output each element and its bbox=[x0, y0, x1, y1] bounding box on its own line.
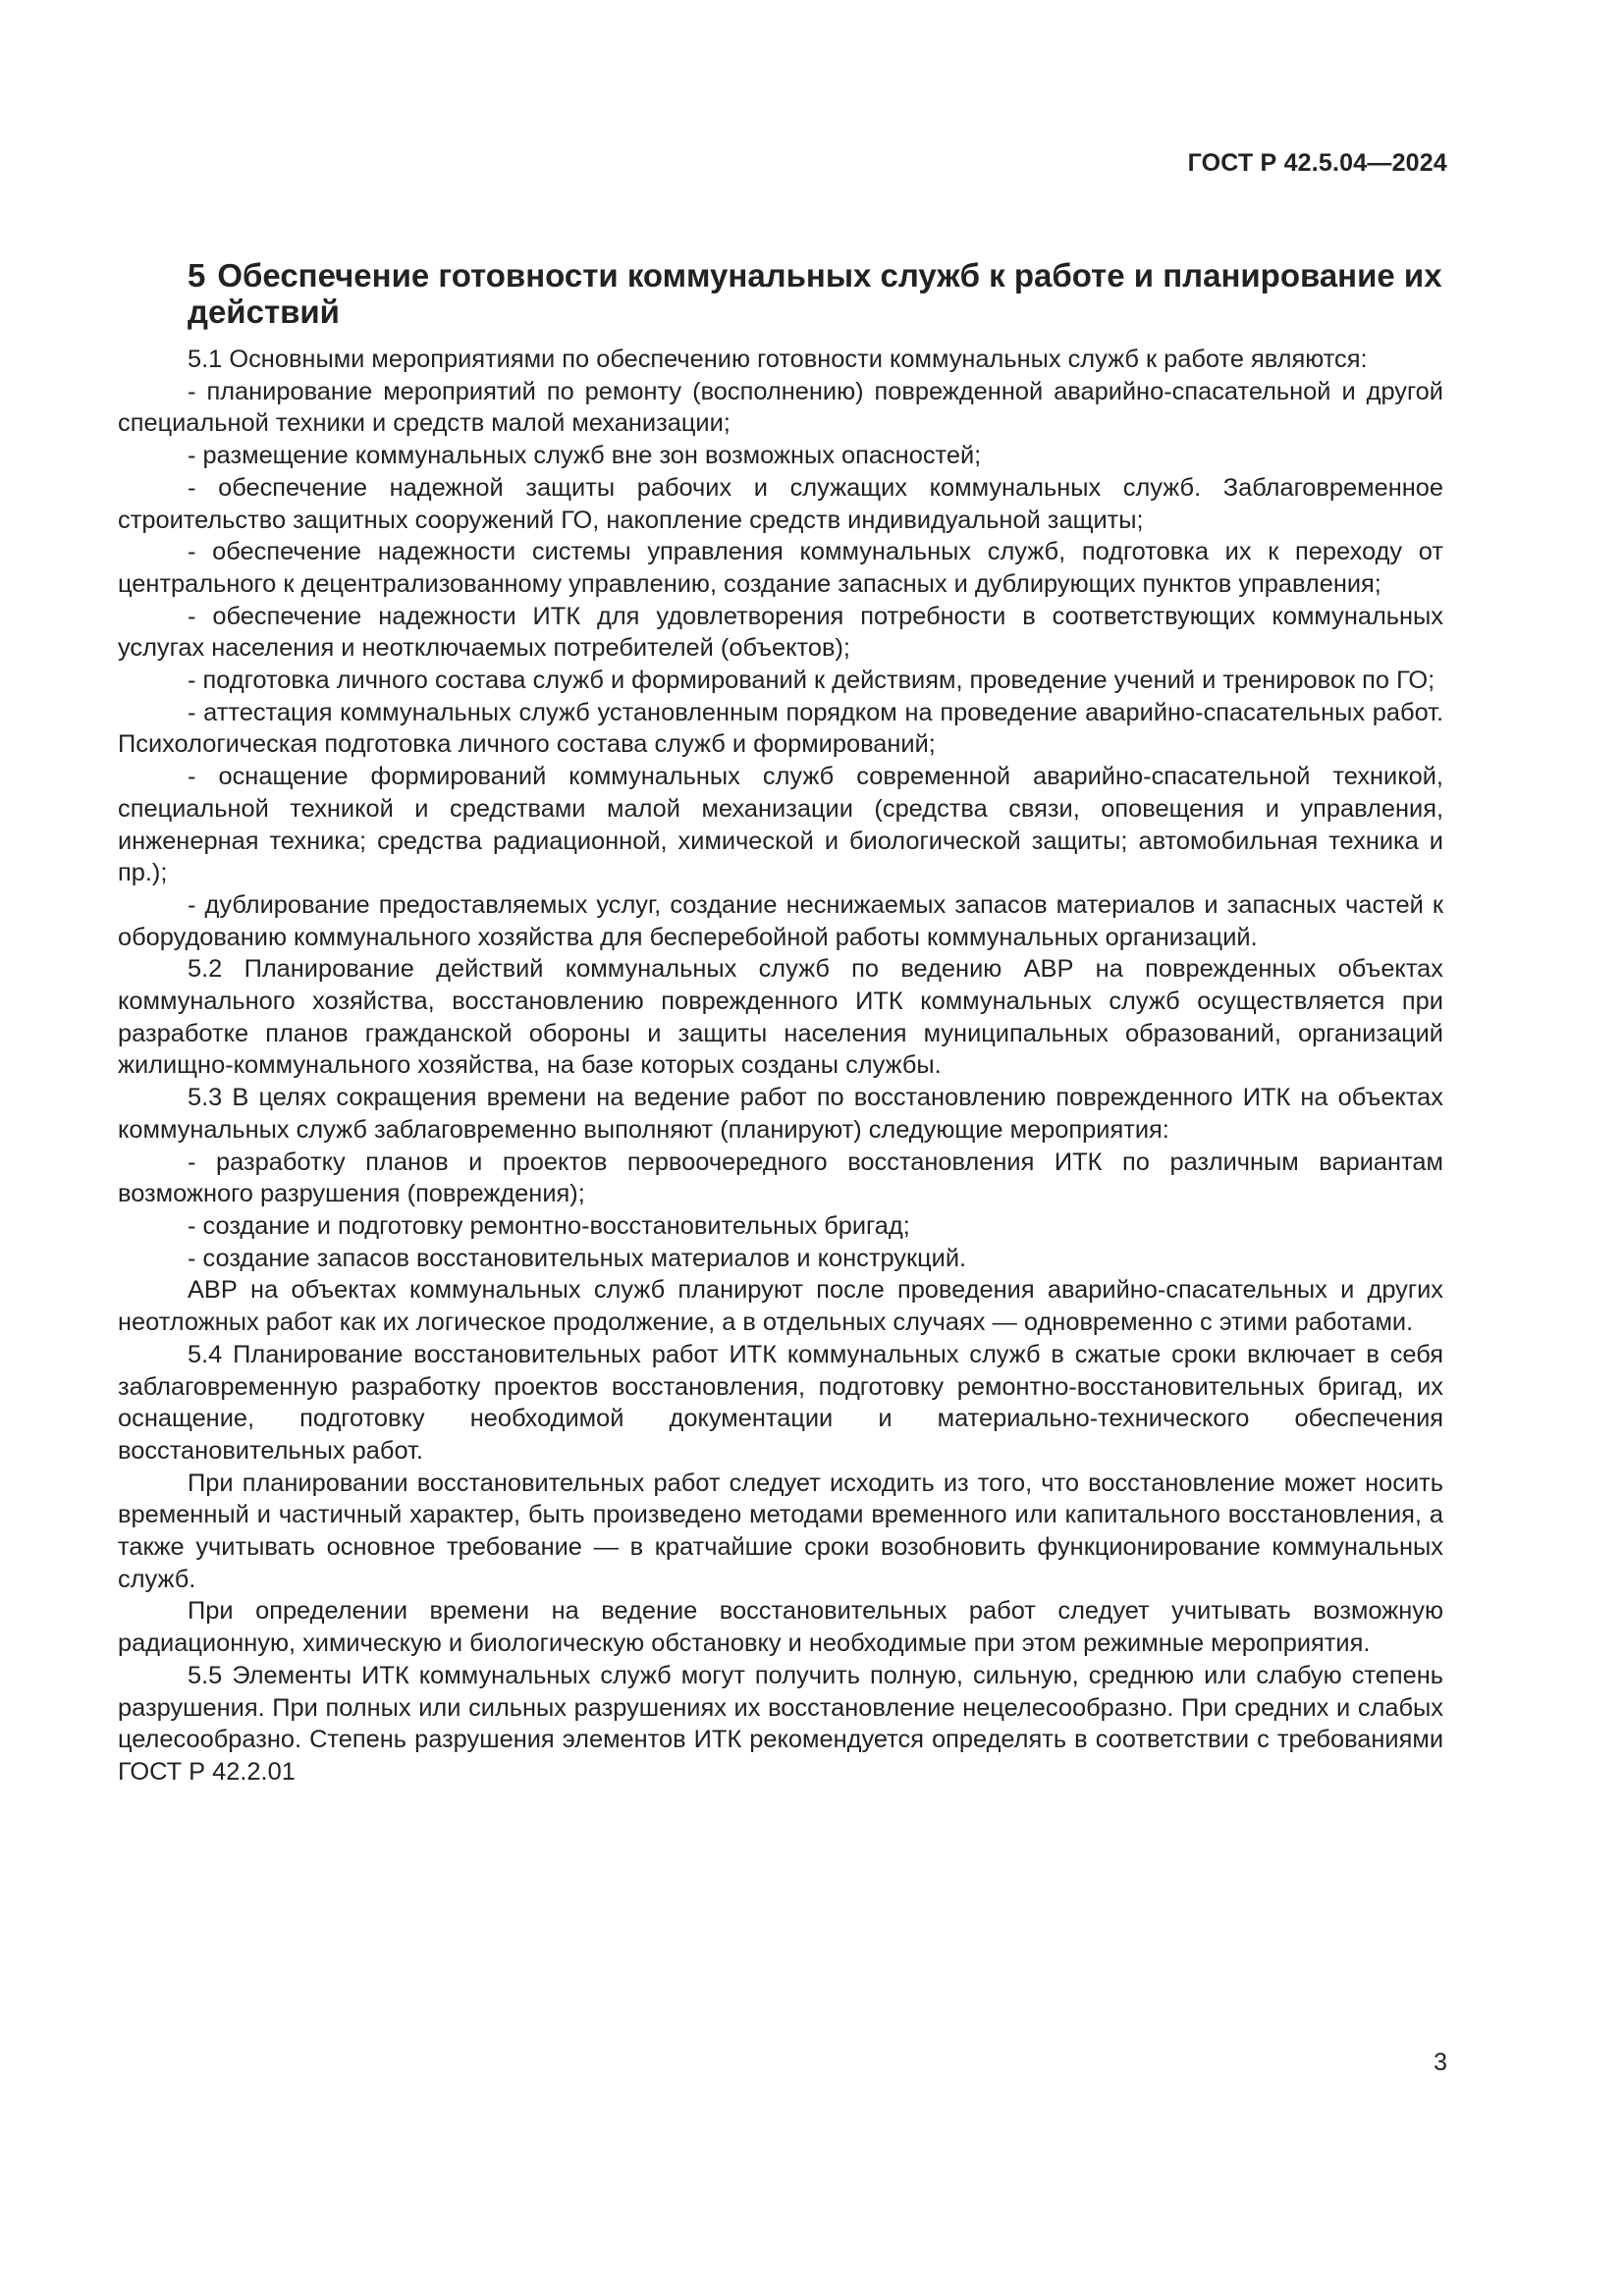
paragraph-5-3: 5.3 В целях сокращения времени на ведение работ по восстановлению поврежденного ИТК на объектах коммунальных служб заблаговременно выполняют (планируют) следующие мероприятия: bbox=[118, 1084, 1443, 1144]
list-item: - создание и подготовку ремонтно-восстановительных бригад; bbox=[188, 1211, 910, 1240]
paragraph-time: При определении времени на ведение восстановительных работ следует учитывать возможную радиационную, химическую и биологическую обстановку и необходимые при этом режимные мероприятия. bbox=[118, 1597, 1443, 1658]
list-item: - обеспечение надежности системы управления коммунальных служб, подготовка их к переходу от центрального к децентрализованному управлению, создание запасных и дублирующих пунктов управления; bbox=[118, 538, 1443, 598]
paragraph-5-4: 5.4 Планирование восстановительных работ ИТК коммунальных служб в сжатые сроки включает в себя заблаговременную разработку проектов восстановления, подготовку ремонтно-восстановительных бригад, их оснащение, подготовку необходимой документации и материально-технического обеспечения восстановительных работ. bbox=[118, 1340, 1443, 1465]
section-title: Обеспечение готовности коммунальных служб к работе и планирование их действий bbox=[188, 257, 1442, 330]
page-content bbox=[118, 257, 1443, 1789]
section-number: 5 bbox=[188, 257, 206, 294]
list-item: - разработку планов и проектов первоочередного восстановления ИТК по различным вариантам возможного разрушения (повреждения); bbox=[118, 1148, 1443, 1208]
list-item: - дублирование предоставляемых услуг, создание неснижаемых запасов материалов и запасных частей к оборудованию коммунального хозяйства для бесперебойной работы коммунальных организаций. bbox=[118, 890, 1443, 951]
paragraph-planning: При планировании восстановительных работ следует исходить из того, что восстановление может носить временный и частичный характер, быть произведено методами временного или капитального восстановления, а также учитывать основное требование — в кратчайшие сроки возобновить функционирование коммунальных служб. bbox=[118, 1468, 1443, 1593]
list-item: - размещение коммунальных служб вне зон возможных опасностей; bbox=[188, 442, 982, 470]
list-item: - планирование мероприятий по ремонту (восполнению) поврежденной аварийно-спасательной и другой специальной техники и средств малой механизации; bbox=[118, 377, 1443, 438]
section-heading bbox=[118, 257, 1443, 330]
list-item: - обеспечение надежности ИТК для удовлетворения потребности в соответствующих коммунальных услугах населения и неотключаемых потребителей (объектов); bbox=[118, 602, 1443, 663]
document-code-header: ГОСТ Р 42.5.04—2024 bbox=[1187, 149, 1447, 177]
list-item: - аттестация коммунальных служб установленным порядком на проведение аварийно-спасательных работ. Психологическая подготовка личного состава служб и формирований; bbox=[118, 698, 1443, 759]
paragraph-avr: АВР на объектах коммунальных служб планируют после проведения аварийно-спасательных и других неотложных работ как их логическое продолжение, а в отдельных случаях — одновременно с этими работами. bbox=[118, 1276, 1443, 1337]
page-number: 3 bbox=[1434, 2049, 1447, 2076]
list-item: - создание запасов восстановительных материалов и конструкций. bbox=[188, 1244, 967, 1272]
list-item: - подготовка личного состава служб и формирований к действиям, проведение учений и тренировок по ГО; bbox=[188, 667, 1435, 695]
paragraph-5-2: 5.2 Планирование действий коммунальных служб по ведению АВР на поврежденных объектах коммунального хозяйства, восстановлению поврежденного ИТК коммунальных служб осуществляется при разработке планов гражданской обороны и защиты населения муниципальных образований, организаций жилищно-коммунального хозяйства, на базе которых созданы службы. bbox=[118, 955, 1443, 1080]
section-body bbox=[118, 344, 1443, 1789]
list-item: - обеспечение надежной защиты рабочих и служащих коммунальных служб. Заблаговременное строительство защитных сооружений ГО, накопление средств индивидуальной защиты; bbox=[118, 473, 1443, 534]
paragraph-5-5: 5.5 Элементы ИТК коммунальных служб могут получить полную, сильную, среднюю или слабую степень разрушения. При полных или сильных разрушениях их восстановление нецелесообразно. При средних и слабых целесообразно. Степень разрушения элементов ИТК рекомендуется определять в соответствии с требованиями ГОСТ Р 42.2.01 bbox=[118, 1661, 1443, 1786]
list-item: - оснащение формирований коммунальных служб современной аварийно-спасательной техникой, специальной техникой и средствами малой механизации (средства связи, оповещения и управления, инженерная техника; средства радиационной, химической и биологической защиты; автомобильная техника и пр.); bbox=[118, 763, 1443, 887]
paragraph-5-1: 5.1 Основными мероприятиями по обеспечению готовности коммунальных служб к работе являются: bbox=[188, 346, 1368, 373]
